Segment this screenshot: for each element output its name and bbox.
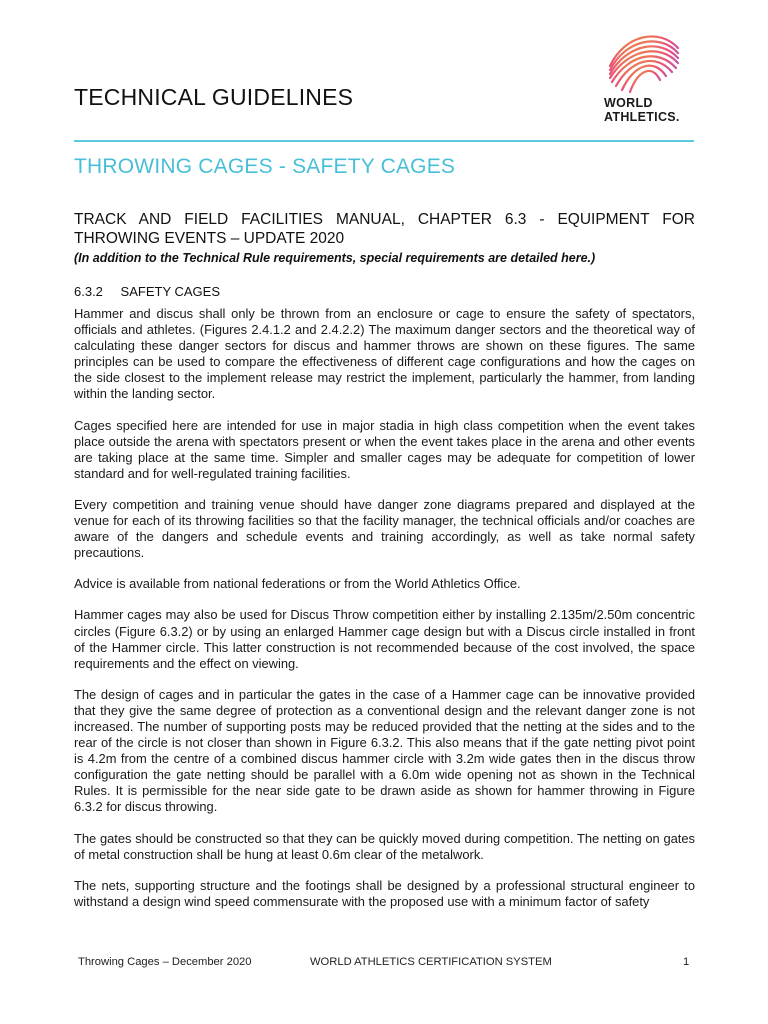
paragraph: Hammer and discus shall only be thrown from an enclosure or cage to ensure the safety of spectators, officials and athletes. (Figures 2.4.1.2 and 2.4.2.2) The maximum danger sectors and the theoretical way of calculating these danger sectors for discus and hammer throws are shown on these figures. The same principles can be used to compare the effectiveness of different cage configurations and how the cages on the side closest to the implement release may restrict the implement, particularly the hammer, from landing within the landing sector. xyxy=(74,306,695,402)
page-number: 1 xyxy=(683,956,690,968)
section-title: THROWING CAGES - SAFETY CAGES xyxy=(74,155,456,178)
paragraph: Every competition and training venue should have danger zone diagrams prepared and displayed at the venue for each of its throwing facilities so that the facility manager, the technical officials and/or coaches are aware of the dangers and schedule events and training accordingly, as well as take normal safety precautions. xyxy=(74,496,695,561)
paragraph: Cages specified here are intended for use in major stadia in high class competition when the event takes place outside the arena with spectators present or when the event takes place in the arena and other events are taking place at the same time. Simpler and smaller cages may be adequate for competition of lower standard and for well-regulated training facilities. xyxy=(74,417,695,481)
body-text xyxy=(74,306,695,925)
paragraph: The design of cages and in particular the gates in the case of a Hammer cage can be innovative provided that they give the same degree of protection as a conventional design and the relevant danger zone is not increased. The number of supporting posts may be reduced provided that the netting at the sides and to the rear of the circle is not closer than shown in Figure 6.3.2. This also means that if the gate netting pivot point is 4.2m from the centre of a combined discus hammer circle with 3.2m wide gates then in the discus throw configuration the gate netting should be parallel with a 6.0m wide opening not as shown in the Technical Rules. It is permissible for the near side gate to be drawn aside as shown for hammer throwing in Figure 6.3.2 for discus throwing. xyxy=(74,686,695,815)
paragraph: Hammer cages may also be used for Discus Throw competition either by installing 2.135m/2.50m concentric circles (Figure 6.3.2) or by using an enlarged Hammer cage design but with a Discus circle installed in front of the Hammer circle. This latter construction is not recommended because of the cost involved, the space requirements and the effect on viewing. xyxy=(74,607,695,671)
logo-line-2: ATHLETICS. xyxy=(604,110,680,124)
footer-document-date: Throwing Cages – December 2020 xyxy=(78,956,252,968)
paragraph: The nets, supporting structure and the footings shall be designed by a professional structural engineer to withstand a design wind speed commensurate with the proposed use with a minimum factor of safety xyxy=(74,877,695,909)
world-athletics-logo xyxy=(596,26,688,124)
title-divider xyxy=(74,140,694,142)
document-title: TECHNICAL GUIDELINES xyxy=(74,84,354,110)
subsection-title: SAFETY CAGES xyxy=(120,284,221,299)
footer-system-name: WORLD ATHLETICS CERTIFICATION SYSTEM xyxy=(310,956,552,968)
requirements-note: (In addition to the Technical Rule requirements, special requirements are detailed here.) xyxy=(74,251,596,265)
chapter-heading: TRACK AND FIELD FACILITIES MANUAL, CHAPTER 6.3 - EQUIPMENT FOR THROWING EVENTS – UPDATE 2020 xyxy=(74,211,695,247)
paragraph: Advice is available from national federations or from the World Athletics Office. xyxy=(74,576,521,592)
logo-wordmark xyxy=(604,96,680,124)
subsection-heading xyxy=(74,284,220,299)
paragraph: The gates should be constructed so that they can be quickly moved during competition. The netting on gates of metal construction shall be hung at least 0.6m clear of the metalwork. xyxy=(74,830,695,862)
logo-line-1: WORLD xyxy=(604,96,653,110)
subsection-number: 6.3.2 xyxy=(74,284,103,299)
world-athletics-logo-icon xyxy=(600,26,684,96)
